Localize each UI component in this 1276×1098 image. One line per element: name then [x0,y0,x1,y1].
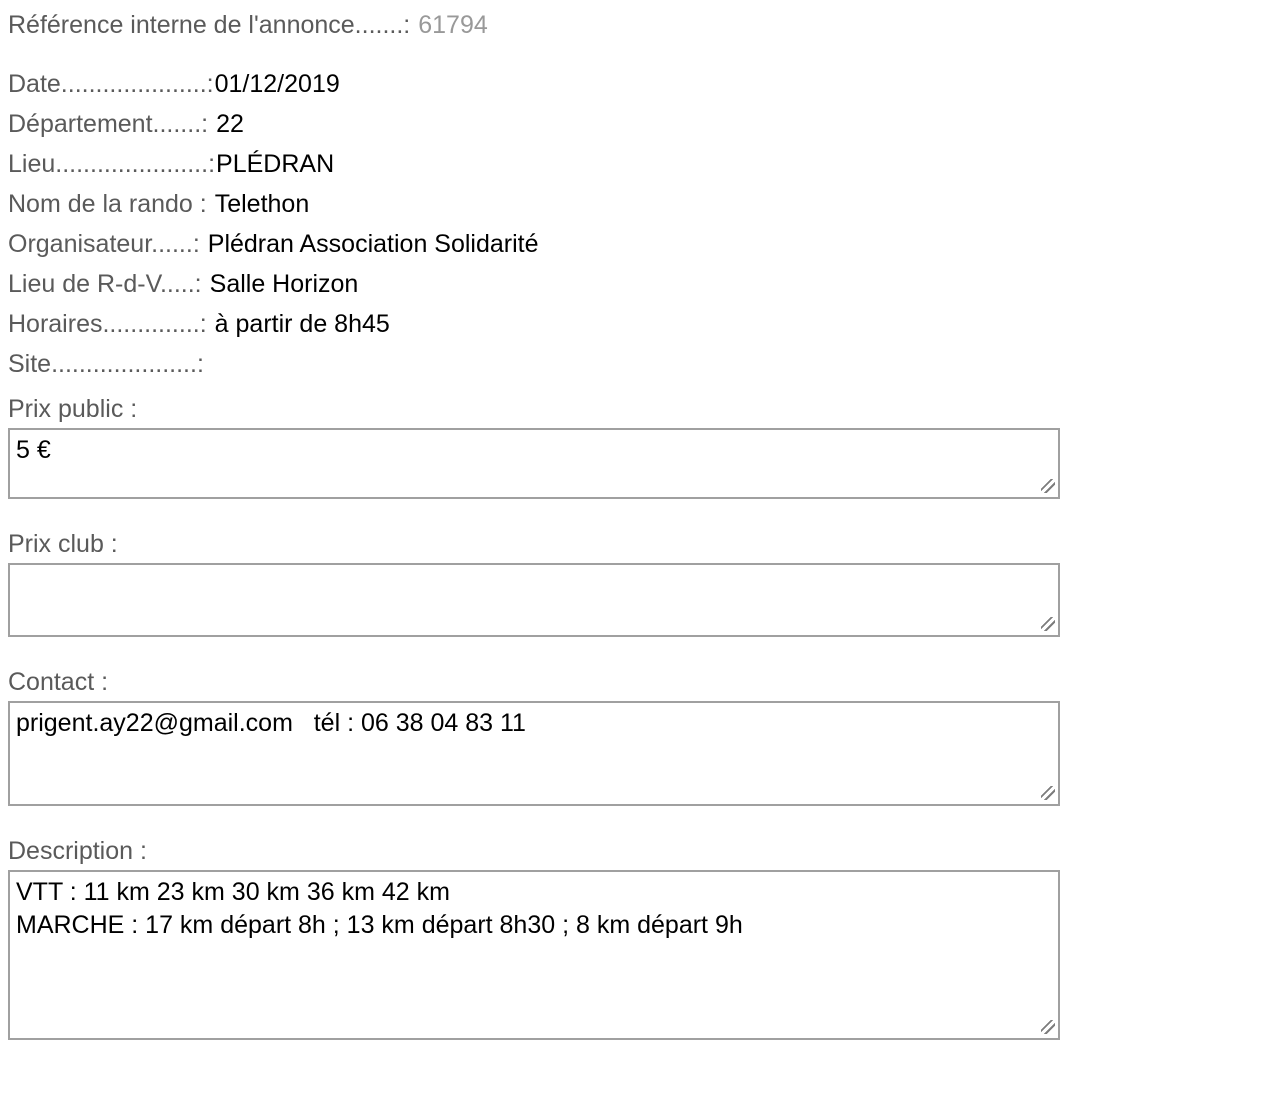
reference-label: Référence interne de l'annonce.......: [8,11,411,39]
site-label: Site.....................: [8,350,204,378]
organisateur-label: Organisateur......: [8,230,200,258]
prix-club-textarea[interactable] [8,563,1060,637]
date-label: Date.....................: [8,70,214,98]
info-row-date [8,64,1268,104]
prix-public-field [8,394,1268,499]
info-row-lieu-rdv [8,264,1268,304]
lieu-rdv-label: Lieu de R-d-V.....: [8,270,202,298]
info-row-lieu [8,144,1268,184]
contact-textarea[interactable] [8,701,1060,806]
prix-public-textarea-wrap [8,428,1060,499]
resize-grip-icon[interactable] [1041,1020,1055,1034]
prix-public-textarea[interactable] [8,428,1060,499]
departement-label: Département.......: [8,110,209,138]
info-row-organisateur [8,224,1268,264]
info-row-departement [8,104,1268,144]
lieu-value: PLÉDRAN [216,150,335,178]
description-label: Description : [8,837,147,865]
info-row-nom-rando [8,184,1268,224]
nom-rando-label: Nom de la rando : [8,190,207,218]
nom-rando-value: Telethon [214,190,310,218]
prix-club-label: Prix club : [8,530,118,558]
date-value: 01/12/2019 [214,70,340,98]
prix-club-field [8,529,1268,637]
resize-grip-icon[interactable] [1041,786,1055,800]
contact-textarea-wrap [8,701,1060,806]
info-row-horaires [8,304,1268,344]
info-block [8,64,1268,384]
contact-label: Contact : [8,668,109,696]
description-textarea[interactable] [8,870,1060,1040]
lieu-rdv-value: Salle Horizon [209,270,359,298]
contact-field [8,667,1268,806]
resize-grip-icon[interactable] [1041,617,1055,631]
prix-club-textarea-wrap [8,563,1060,637]
departement-value: 22 [216,110,244,138]
prix-public-label: Prix public : [8,395,138,423]
info-row-site [8,344,1268,384]
description-field [8,836,1268,1040]
horaires-value: à partir de 8h45 [214,310,390,338]
description-textarea-wrap [8,870,1060,1040]
reference-value: 61794 [418,11,488,39]
lieu-label: Lieu......................: [8,150,216,178]
organisateur-value: Plédran Association Solidarité [207,230,539,258]
horaires-label: Horaires..............: [8,310,207,338]
resize-grip-icon[interactable] [1041,479,1055,493]
reference-row [8,10,1268,40]
